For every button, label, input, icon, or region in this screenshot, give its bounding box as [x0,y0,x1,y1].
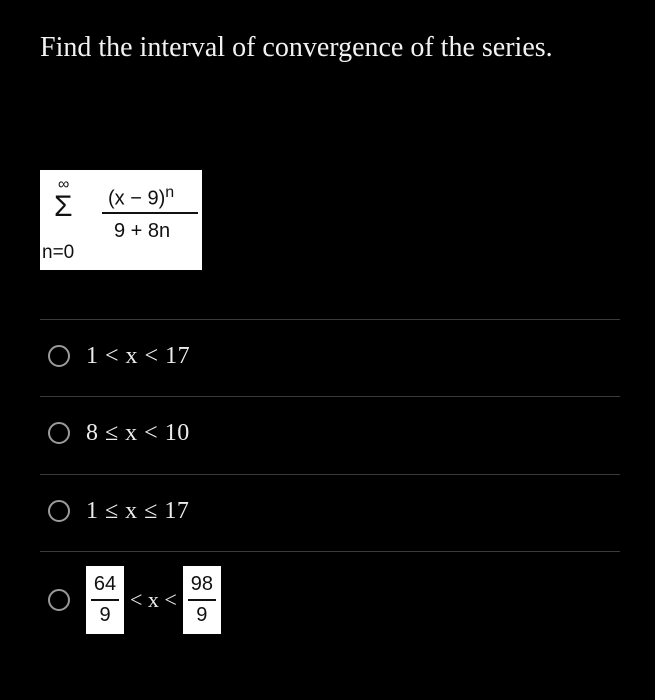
left-fraction-image [86,566,124,634]
series-formula-image [40,170,202,270]
divider [40,474,620,475]
radio-button[interactable] [48,500,70,522]
question-text: Find the interval of convergence of the series. [40,32,553,63]
sigma-symbol: Σ [54,190,73,223]
divider [40,551,620,552]
divider [40,396,620,397]
fraction-bar [91,599,119,601]
sum-upper-limit: ∞ [58,176,70,193]
radio-button[interactable] [48,422,70,444]
answer-option-2[interactable] [48,403,608,463]
numerator-exponent: n [165,184,175,201]
answer-option-4[interactable] [48,560,608,640]
option-label: 1 ≤ x ≤ 17 [86,497,190,524]
left-fraction-numerator: 64 [93,573,117,595]
right-fraction-denominator: 9 [196,604,208,626]
fraction-numerator [108,184,174,211]
sum-lower-limit: n=0 [42,242,75,263]
answer-option-3[interactable] [48,481,608,541]
right-fraction-numerator: 98 [190,573,213,595]
divider [40,319,620,320]
fraction-bar [188,599,216,601]
option-label: 8 ≤ x < 10 [86,419,190,446]
radio-button[interactable] [48,589,70,611]
left-fraction-denominator: 9 [99,604,111,626]
fraction-denominator: 9 + 8n [114,220,171,242]
fraction-bar [102,212,198,214]
radio-button[interactable] [48,345,70,367]
option-label: 1 < x < 17 [86,342,191,369]
inequality-middle: < x < [130,587,177,612]
right-fraction-image [183,566,221,634]
answer-option-1[interactable] [48,326,608,386]
numerator-base: (x − 9) [108,187,166,210]
